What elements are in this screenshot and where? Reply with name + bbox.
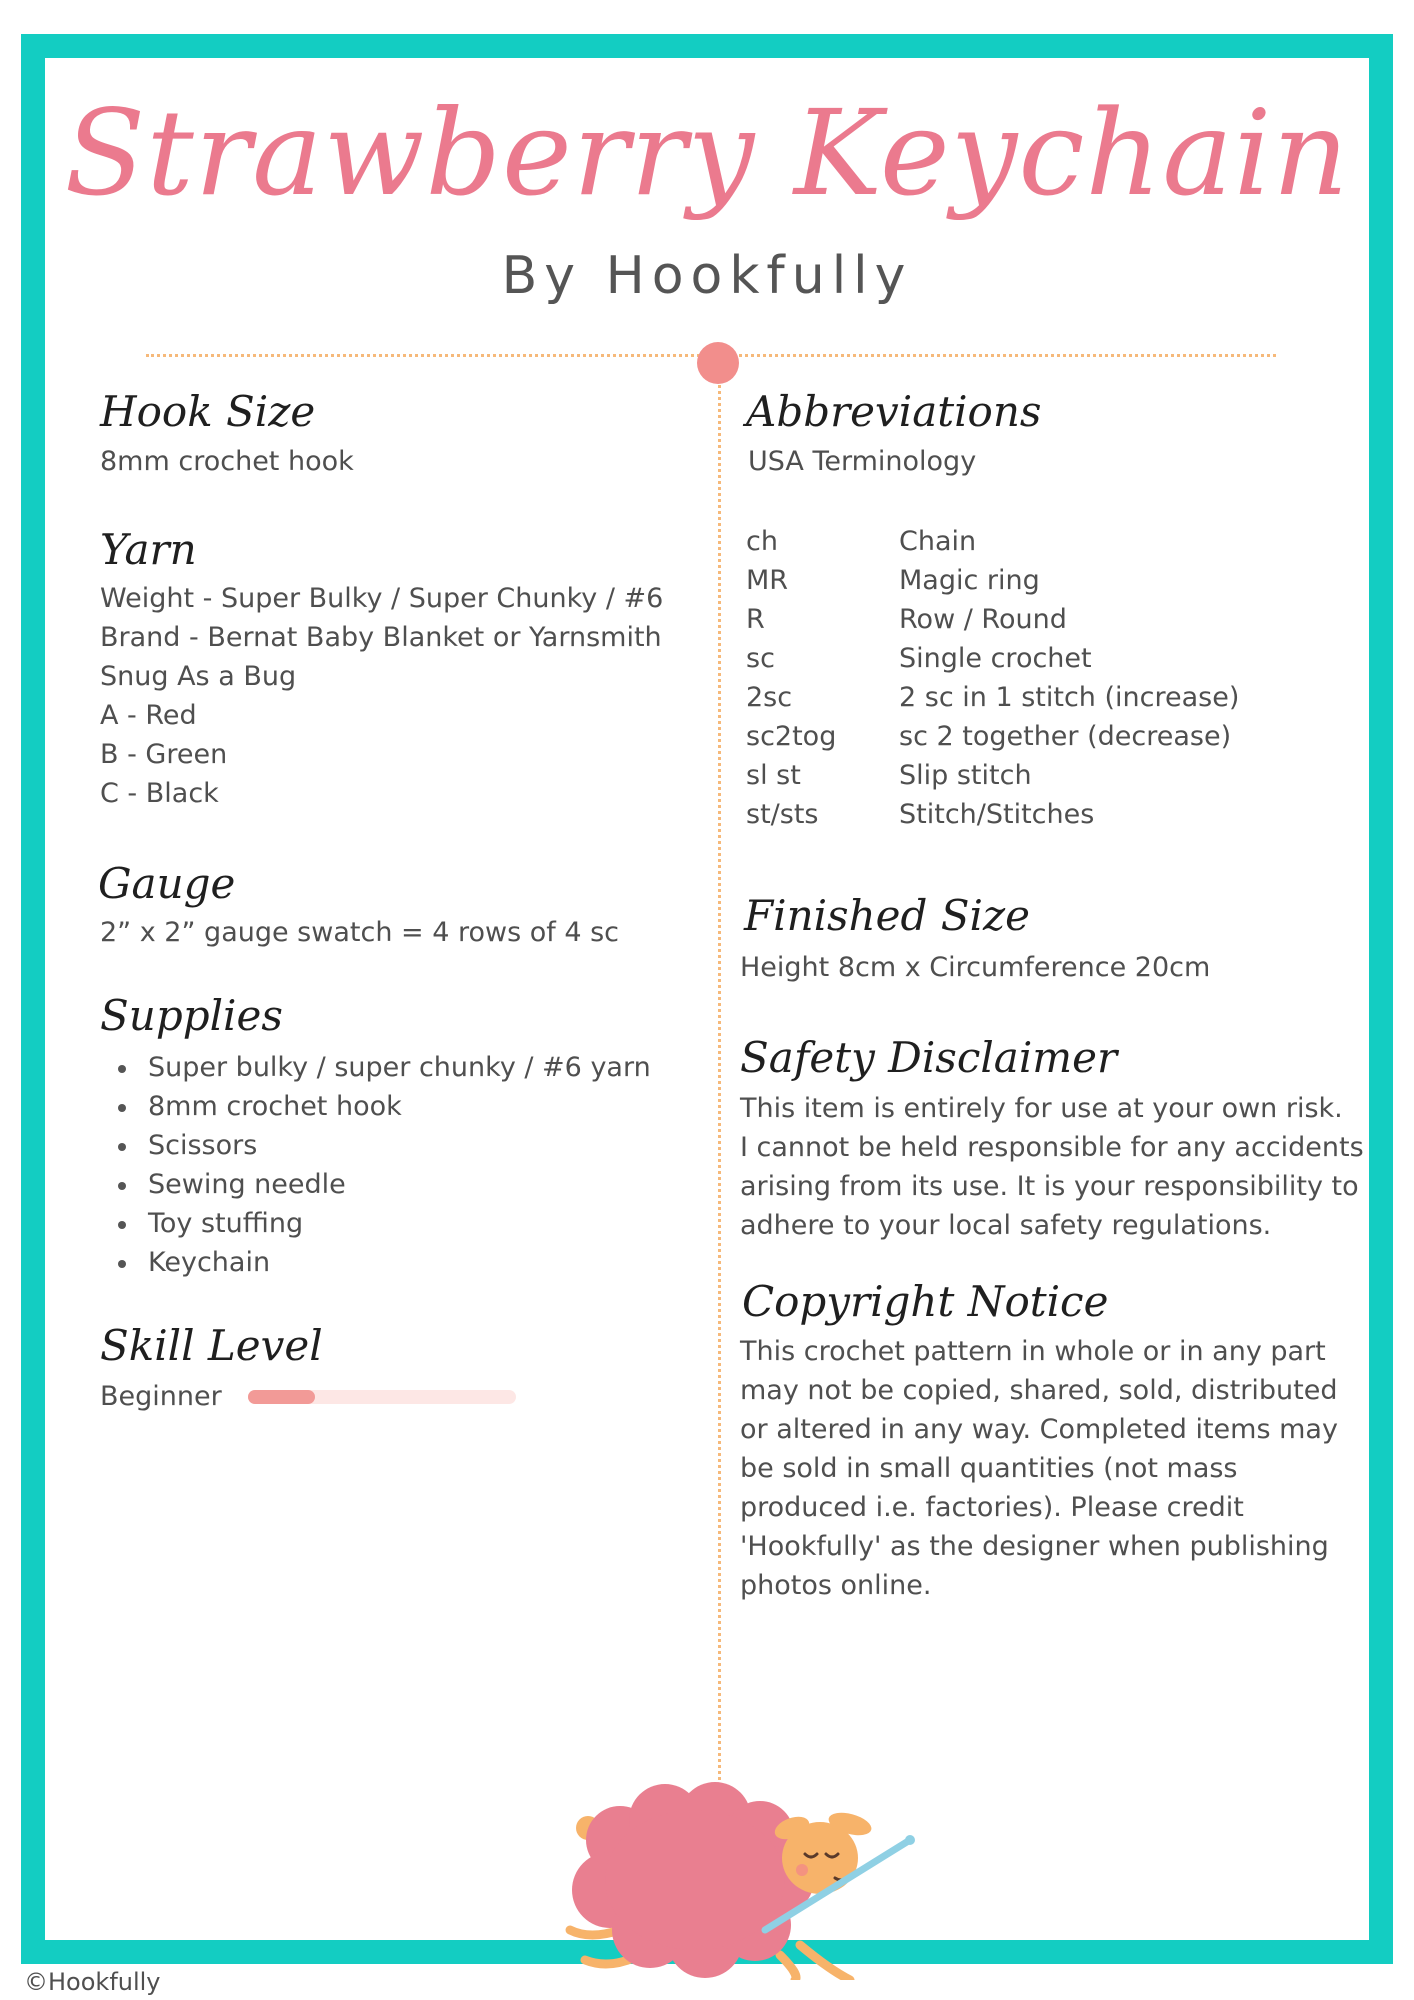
yarn-line: Brand - Bernat Baby Blanket or Yarnsmith	[100, 622, 662, 653]
abbreviations-heading: Abbreviations	[746, 387, 1042, 436]
hook-size-text: 8mm crochet hook	[100, 446, 354, 477]
abbreviation-meaning: Row / Round	[899, 604, 1067, 635]
finished-size-text: Height 8cm x Circumference 20cm	[740, 952, 1211, 983]
abbreviation-meaning: Magic ring	[899, 565, 1040, 596]
abbreviation-code: st/sts	[746, 799, 819, 830]
abbreviation-code: ch	[746, 526, 778, 557]
yarn-heading: Yarn	[100, 525, 197, 574]
safety-heading: Safety Disclaimer	[740, 1033, 1118, 1082]
finished-size-heading: Finished Size	[744, 891, 1030, 940]
skill-level-heading: Skill Level	[100, 1321, 323, 1370]
list-item: Sewing needle	[98, 1165, 651, 1204]
copyright-line: or altered in any way. Completed items may	[740, 1414, 1338, 1445]
footer-copyright: ©Hookfully	[24, 1968, 161, 1996]
abbreviation-meaning: Slip stitch	[899, 760, 1032, 791]
list-item: Toy stuffing	[98, 1204, 651, 1243]
skill-level-label: Beginner	[100, 1381, 222, 1412]
hook-size-heading: Hook Size	[100, 387, 316, 436]
vertical-divider	[718, 360, 721, 1800]
copyright-notice-text	[740, 1332, 1338, 1605]
yarn-details	[100, 579, 663, 813]
copyright-line: produced i.e. factories). Please credit	[740, 1492, 1244, 1523]
copyright-line: be sold in small quantities (not mass	[740, 1453, 1238, 1484]
yarn-line: Snug As a Bug	[100, 661, 297, 692]
supplies-list	[98, 1048, 651, 1282]
copyright-line: photos online.	[740, 1570, 932, 1601]
page-title: Strawberry Keychain	[64, 84, 1350, 222]
yarn-line: A - Red	[100, 700, 197, 731]
safety-line: adhere to your local safety regulations.	[740, 1210, 1272, 1241]
list-item: 8mm crochet hook	[98, 1087, 651, 1126]
list-item: Scissors	[98, 1126, 651, 1165]
copyright-line: may not be copied, shared, sold, distributed	[740, 1375, 1338, 1406]
list-item: Super bulky / super chunky / #6 yarn	[98, 1048, 651, 1087]
sheep-crocheting-icon	[550, 1780, 930, 1980]
abbreviation-code: 2sc	[746, 682, 793, 713]
gauge-text: 2” x 2” gauge swatch = 4 rows of 4 sc	[100, 917, 620, 948]
page-subtitle: By Hookfully	[501, 246, 913, 306]
abbreviation-code: MR	[746, 565, 789, 596]
safety-text	[740, 1089, 1364, 1245]
copyright-line: This crochet pattern in whole or in any part	[740, 1336, 1326, 1367]
abbreviation-meaning: 2 sc in 1 stitch (increase)	[899, 682, 1240, 713]
abbreviation-meaning: Chain	[899, 526, 977, 557]
skill-level-bar	[248, 1390, 516, 1404]
abbreviation-code: sc2tog	[746, 721, 837, 752]
list-item: Keychain	[98, 1243, 651, 1282]
abbreviation-code: sl st	[746, 760, 801, 791]
abbreviation-meaning: Single crochet	[899, 643, 1092, 674]
terminology-text: USA Terminology	[748, 446, 977, 477]
yarn-line: C - Black	[100, 778, 219, 809]
abbreviation-code: R	[746, 604, 765, 635]
abbreviation-meaning: Stitch/Stitches	[899, 799, 1095, 830]
yarn-line: Weight - Super Bulky / Super Chunky / #6	[100, 583, 664, 614]
divider-dot	[697, 342, 739, 384]
safety-line: This item is entirely for use at your own risk.	[740, 1093, 1343, 1124]
copyright-line: 'Hookfully' as the designer when publishing	[740, 1531, 1329, 1562]
supplies-heading: Supplies	[100, 991, 283, 1040]
abbreviation-code: sc	[746, 643, 775, 674]
yarn-line: B - Green	[100, 739, 228, 770]
abbreviation-meaning: sc 2 together (decrease)	[899, 721, 1232, 752]
safety-line: I cannot be held responsible for any accidents	[740, 1132, 1364, 1163]
safety-line: arising from its use. It is your responsibility to	[740, 1171, 1359, 1202]
skill-level-fill	[248, 1390, 315, 1404]
copyright-notice-heading: Copyright Notice	[742, 1277, 1109, 1326]
gauge-heading: Gauge	[98, 859, 236, 908]
